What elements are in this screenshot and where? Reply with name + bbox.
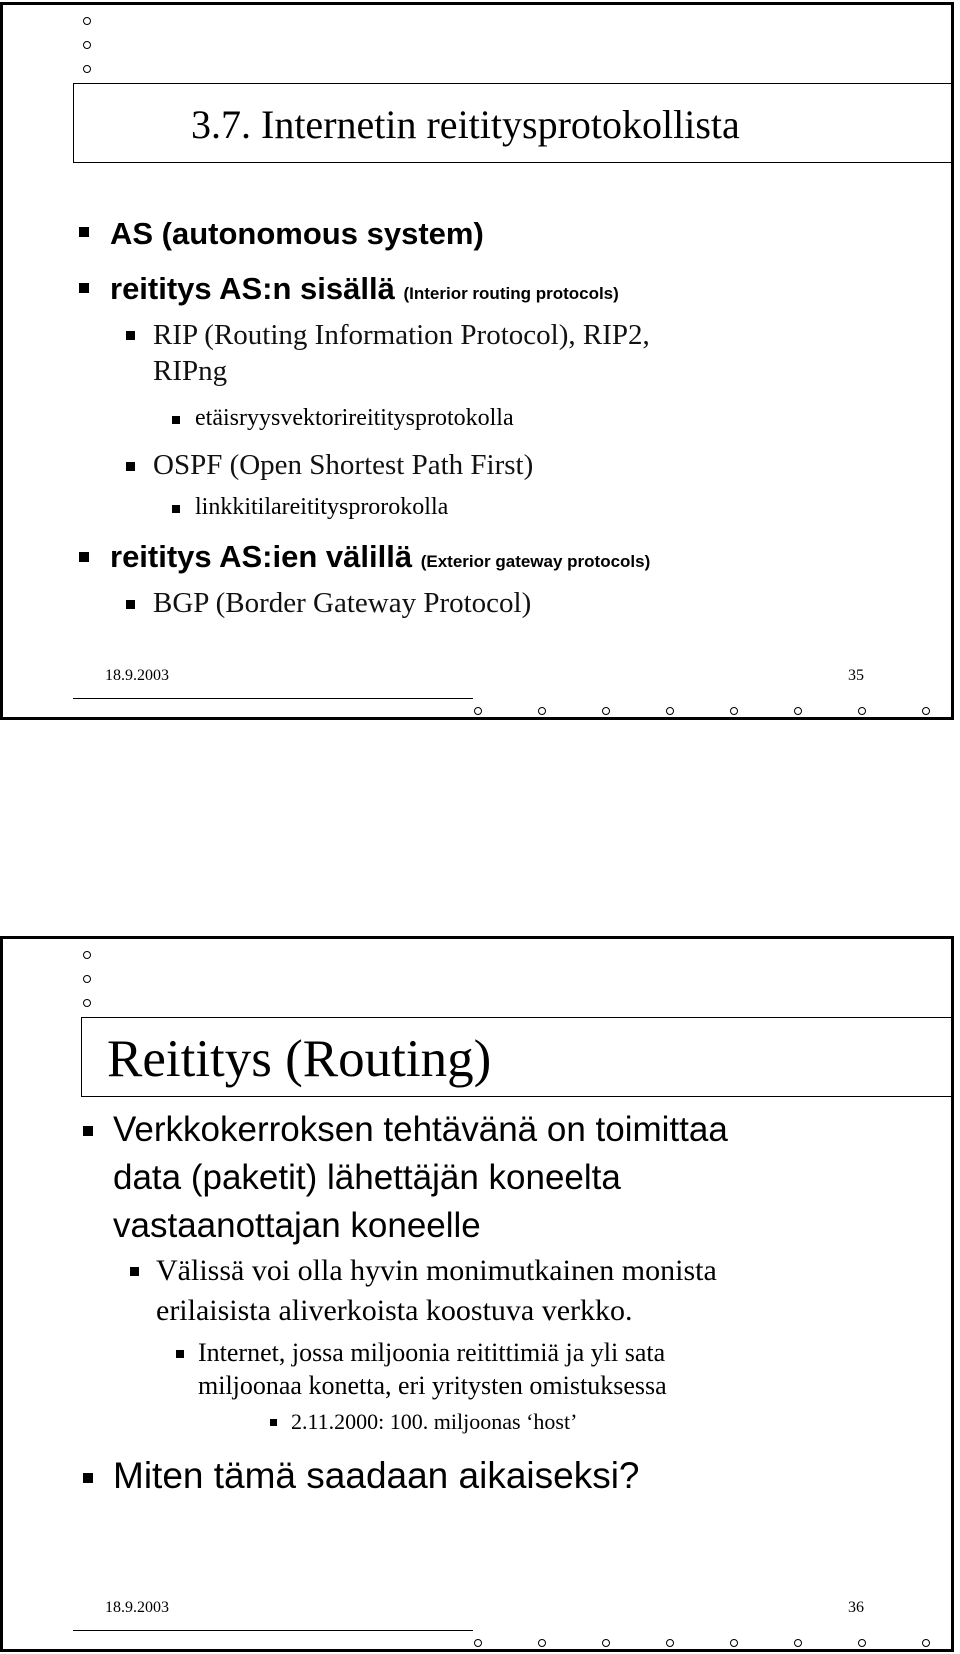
list-item: RIP (Routing Information Protocol), RIP2, [153, 319, 650, 351]
decor-circle-icon [922, 1639, 930, 1647]
decor-circle-icon [858, 707, 866, 715]
decor-circle-icon [666, 707, 674, 715]
bullet-square-icon [176, 1350, 184, 1358]
list-item: linkkitilareititysprorokolla [195, 494, 449, 520]
list-item [110, 271, 619, 307]
bullet-square-icon [172, 416, 180, 424]
bullet-square-icon [83, 1473, 93, 1483]
slide-title: Reititys (Routing) [107, 1030, 492, 1088]
decor-circle-icon [83, 999, 91, 1007]
decor-circle-icon [538, 707, 546, 715]
bullet-square-icon [126, 600, 135, 609]
slide-date: 18.9.2003 [105, 667, 169, 684]
slide-page-number: 35 [848, 667, 864, 684]
list-item [110, 539, 650, 575]
decor-circle-icon [83, 975, 91, 983]
decor-circle-icon [83, 41, 91, 49]
bullet-square-icon [83, 1126, 93, 1136]
decor-circle-icon [794, 707, 802, 715]
list-item: vastaanottajan koneelle [113, 1206, 481, 1245]
bullet-square-icon [172, 505, 180, 513]
decor-circle-icon [666, 1639, 674, 1647]
slide-35 [0, 2, 954, 720]
bullet-square-icon [79, 552, 89, 562]
decor-circle-icon [602, 1639, 610, 1647]
bullet-square-icon [126, 462, 135, 471]
list-item: AS (autonomous system) [110, 216, 484, 251]
list-item: etäisryysvektorireititysprotokolla [195, 405, 514, 431]
slide-page-number: 36 [848, 1599, 864, 1616]
decor-circle-icon [602, 707, 610, 715]
list-item: 2.11.2000: 100. miljoonas ‘host’ [291, 1409, 578, 1434]
list-item-note: (Interior routing protocols) [403, 284, 619, 303]
decor-circle-icon [474, 1639, 482, 1647]
bullet-square-icon [79, 283, 89, 293]
bullet-square-icon [126, 331, 135, 340]
list-item: miljoonaa konetta, eri yritysten omistuksessa [198, 1371, 667, 1400]
bullet-square-icon [130, 1267, 139, 1276]
decor-circle-icon [83, 951, 91, 959]
decor-circle-icon [794, 1639, 802, 1647]
list-item-text: reititys AS:ien välillä [110, 539, 413, 574]
decor-circle-icon [474, 707, 482, 715]
list-item: BGP (Border Gateway Protocol) [153, 587, 532, 619]
decor-circle-icon [538, 1639, 546, 1647]
decor-circle-icon [922, 707, 930, 715]
list-item: RIPng [153, 355, 228, 387]
decor-circle-icon [730, 1639, 738, 1647]
list-item: OSPF (Open Shortest Path First) [153, 449, 534, 481]
list-item-text: reititys AS:n sisällä [110, 271, 395, 306]
footer-divider [73, 1630, 473, 1631]
list-item: Välissä voi olla hyvin monimutkainen monista [156, 1254, 717, 1287]
slide-36 [0, 936, 954, 1652]
decor-circle-icon [83, 17, 91, 25]
footer-divider [73, 698, 473, 699]
decor-circle-icon [858, 1639, 866, 1647]
slide-title: 3.7. Internetin reititysprotokollista [191, 102, 740, 147]
decor-circle-icon [83, 65, 91, 73]
list-item: data (paketit) lähettäjän koneelta [113, 1158, 621, 1197]
list-item: Internet, jossa miljoonia reitittimiä ja yli sata [198, 1338, 666, 1367]
list-item-note: (Exterior gateway protocols) [420, 552, 651, 571]
list-item: erilaisista aliverkoista koostuva verkko. [156, 1294, 633, 1327]
bullet-square-icon [79, 227, 89, 237]
list-item: Verkkokerroksen tehtävänä on toimittaa [113, 1110, 728, 1149]
list-item: Miten tämä saadaan aikaiseksi? [113, 1455, 640, 1496]
bullet-square-icon [270, 1419, 277, 1426]
slide-date: 18.9.2003 [105, 1599, 169, 1616]
decor-circle-icon [730, 707, 738, 715]
